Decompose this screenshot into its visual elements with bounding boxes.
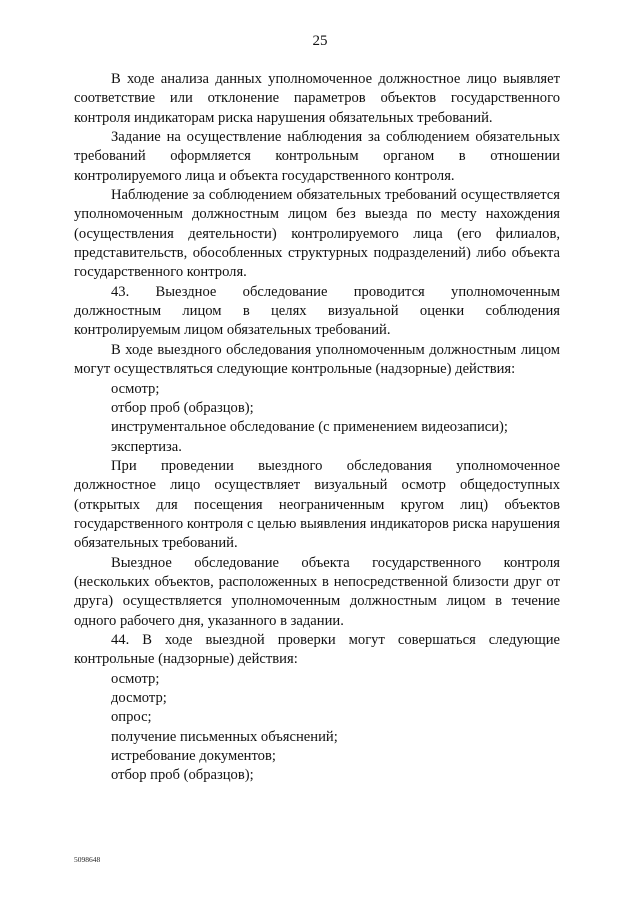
paragraph-observation: Наблюдение за соблюдением обязательных требований осуществляется уполномоченным должностным лицом без выезда по месту нахождения (осуществления деятельности) контролируемого лица (его филиалов, представительств, обособленных структурных подразделений) либо объекта государственного контроля. (74, 187, 560, 281)
page-number: 25 (312, 33, 328, 49)
list-item: получение письменных объяснений; (111, 728, 338, 745)
list-item: отбор проб (образцов); (111, 767, 254, 784)
list-item: отбор проб (образцов); (111, 399, 254, 416)
paragraph-field-inspection-actions: В ходе выездного обследования уполномоченным должностным лицом могут осуществляться следующие контрольные (надзорные) действия: (74, 341, 560, 378)
paragraph-inspection-duration: Выездное обследование объекта государственного контроля (нескольких объектов, расположенных в непосредственной близости друг от друга) осуществляется уполномоченным должностным лицом в течение одного рабочего дня, указанного в задании. (74, 554, 560, 629)
paragraph-visual-inspection: При проведении выездного обследования уполномоченное должностное лицо осуществляет визуальный осмотр общедоступных (открытых для посещения неограниченным кругом лиц) объектов государственного контроля с целью выявления индикаторов риска нарушения обязательных требований. (74, 457, 560, 552)
paragraph-risk-analysis: В ходе анализа данных уполномоченное должностное лицо выявляет соответствие или отклонение параметров объектов государственного контроля индикаторам риска нарушения обязательных требований. (74, 71, 560, 126)
document-body (74, 70, 560, 786)
list-item: осмотр; (111, 380, 160, 397)
paragraph-44-site-check: 44. В ходе выездной проверки могут совершаться следующие контрольные (надзорные) действия: (74, 631, 560, 668)
document-code: 5098648 (74, 855, 101, 864)
list-item: опрос; (111, 709, 152, 726)
paragraph-43-field-inspection: 43. Выездное обследование проводится уполномоченным должностным лицом в целях визуальной оценки соблюдения контролируемым лицом обязательных требований. (74, 283, 560, 339)
list-item: экспертиза. (111, 438, 182, 455)
list-item: осмотр; (111, 670, 160, 687)
paragraph-observation-task: Задание на осуществление наблюдения за соблюдением обязательных требований оформляется контрольным органом в отношении контролируемого лица и объекта государственного контроля. (74, 129, 560, 184)
list-item: инструментальное обследование (с применением видеозаписи); (111, 419, 508, 436)
list-item: досмотр; (111, 690, 167, 706)
list-item: истребование документов; (111, 748, 276, 765)
